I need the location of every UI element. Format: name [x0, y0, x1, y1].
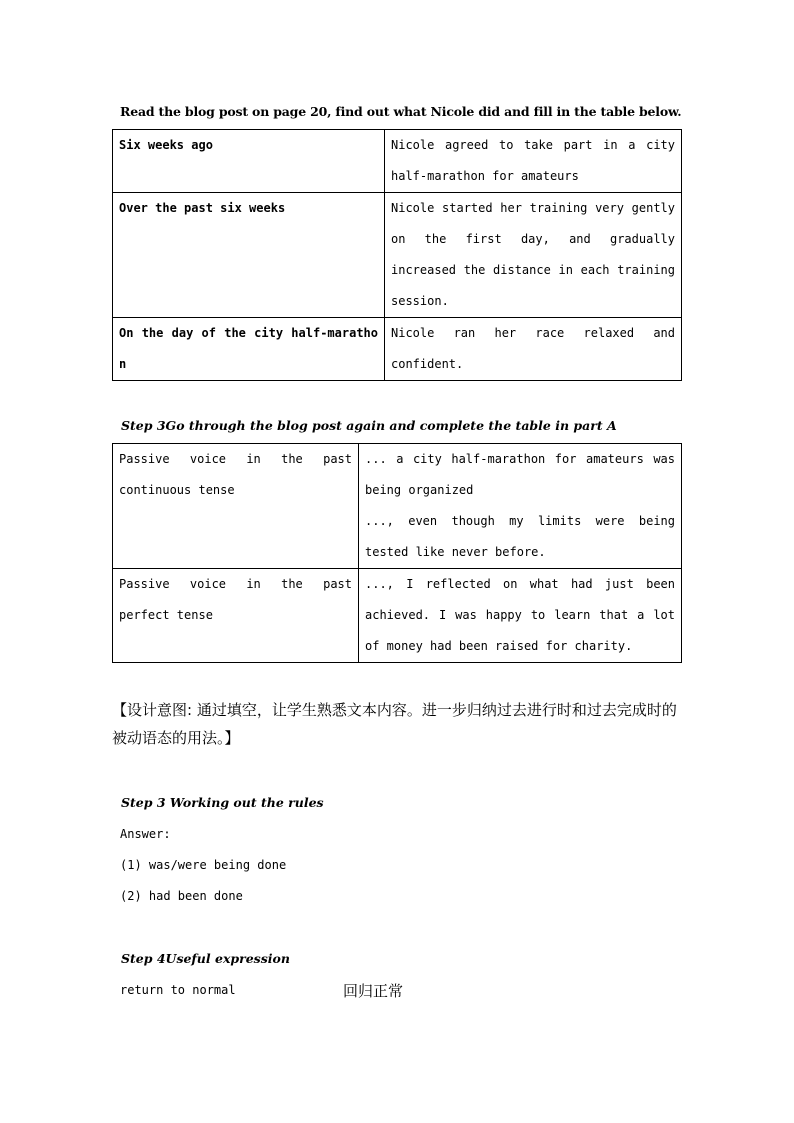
- example-sentence: ..., even though my limits were being tested like never before.: [365, 514, 675, 559]
- design-intent-note: 【设计意图: 通过填空，让学生熟悉文本内容。进一步归纳过去进行时和过去完成时的被动语态的用法。】: [112, 701, 677, 747]
- example-cell: [359, 444, 682, 569]
- time-cell: On the day of the city half-marathon: [113, 318, 385, 381]
- activity-cell: Nicole ran her race relaxed and confident.: [385, 318, 682, 381]
- tense-cell: Passive voice in the past perfect tense: [113, 569, 359, 663]
- time-cell: Six weeks ago: [113, 130, 385, 193]
- activity-cell: Nicole agreed to take part in a city half-marathon for amateurs: [385, 130, 682, 193]
- step3-go-through-heading: Step 3Go through the blog post again and complete the table in part A: [121, 418, 617, 433]
- intro-instruction: Read the blog post on page 20, find out what Nicole did and fill in the table below.: [120, 104, 682, 119]
- nicole-activities-table: [112, 129, 682, 381]
- example-sentence: ..., I reflected on what had just been achieved. I was happy to learn that a lot of money had been raised for charity.: [365, 577, 675, 653]
- answer-item: (2) had been done: [120, 889, 243, 903]
- step4-heading: Step 4Useful expression: [121, 951, 290, 966]
- expression-english: return to normal: [120, 983, 236, 997]
- example-sentence: ... a city half-marathon for amateurs was being organized: [365, 452, 675, 497]
- passive-voice-table: [112, 443, 682, 663]
- table-row: [113, 444, 682, 569]
- example-cell: [359, 569, 682, 663]
- table-row: [113, 193, 682, 318]
- expression-chinese: 回归正常: [343, 982, 404, 1000]
- table-row: [113, 318, 682, 381]
- activity-cell: Nicole started her training very gently on the first day, and gradually increased the distance in each training session.: [385, 193, 682, 318]
- answer-item: (1) was/were being done: [120, 858, 287, 872]
- time-cell: Over the past six weeks: [113, 193, 385, 318]
- table-row: [113, 130, 682, 193]
- step3-rules-heading: Step 3 Working out the rules: [121, 795, 324, 810]
- tense-cell: Passive voice in the past continuous tense: [113, 444, 359, 569]
- table-row: [113, 569, 682, 663]
- answer-label: Answer:: [120, 827, 171, 841]
